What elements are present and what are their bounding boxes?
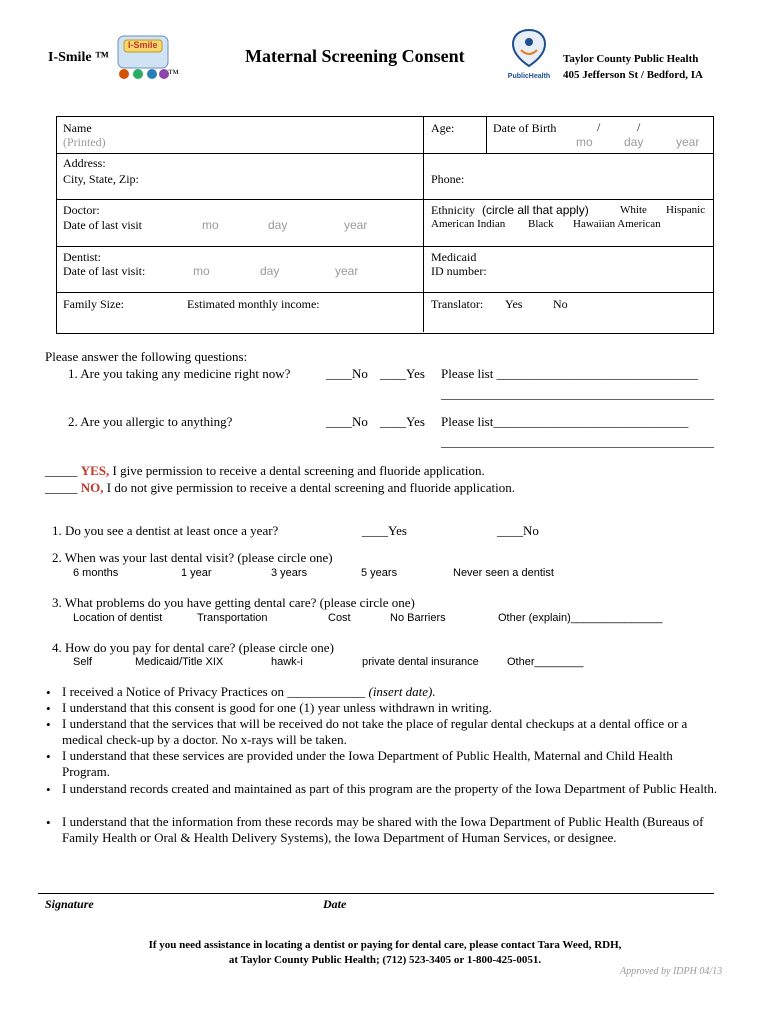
dob-label: Date of Birth <box>493 121 557 135</box>
question-allergy: 2. Are you allergic to anything? <box>68 414 233 429</box>
dental-q1-yes[interactable]: ____Yes <box>362 523 407 538</box>
phone-label: Phone: <box>431 172 465 186</box>
dentist-last-visit-label: Date of last visit: <box>63 264 146 278</box>
dental-q2-option[interactable]: 5 years <box>361 567 398 579</box>
translator-yes[interactable]: Yes <box>505 297 523 311</box>
bullet-icon: • <box>46 815 51 830</box>
bullet-privacy-text[interactable]: I received a Notice of Privacy Practices on ____________ <box>62 684 366 699</box>
dob-year[interactable]: year <box>676 135 700 149</box>
medicine-yes[interactable]: ____Yes <box>380 366 425 381</box>
allergy-no[interactable]: ____No <box>326 414 368 429</box>
medicine-no[interactable]: ____No <box>326 366 368 381</box>
signature-label: Signature <box>45 897 94 911</box>
ethnicity-note: (circle all that apply) <box>482 203 589 217</box>
date-label: Date <box>323 897 347 911</box>
dental-q1: 1. Do you see a dentist at least once a year? <box>52 523 279 538</box>
ethnicity-white[interactable]: White <box>620 204 647 216</box>
approved-note: Approved by IDPH 04/13 <box>620 966 723 977</box>
translator-no[interactable]: No <box>553 297 568 311</box>
page-title: Maternal Screening Consent <box>245 46 465 66</box>
signature-line[interactable] <box>38 893 714 894</box>
consent-yes-blank[interactable]: _____ <box>45 463 78 478</box>
medicaid-label: Medicaid <box>431 250 477 264</box>
dental-q3-option[interactable]: No Barriers <box>390 612 446 624</box>
consent-yes-text: I give permission to receive a dental screening and fluoride application. <box>112 463 485 478</box>
consent-yes-word: YES, <box>80 463 110 478</box>
dental-q1-no[interactable]: ____No <box>497 523 539 538</box>
allergy-list[interactable]: Please list______________________________ <box>441 414 689 429</box>
ethnicity-hawaiian[interactable]: Hawaiian American <box>573 218 661 230</box>
dentist-label: Dentist: <box>63 250 101 264</box>
dental-q4-option[interactable]: hawk-i <box>271 656 303 668</box>
dental-q4-option[interactable]: Medicaid/Title XIX <box>135 656 224 668</box>
dob-mo[interactable]: mo <box>576 135 593 149</box>
bullet-services: I understand that the services that will be received do not take the place of regular dental checkups at a dental office or a medical check-up by a doctor. No x-rays will be taken. <box>62 716 688 747</box>
dental-q4: 4. How do you pay for dental care? (please circle one) <box>52 640 334 655</box>
ethnicity-label: Ethnicity <box>431 203 475 217</box>
assistance-line1: If you need assistance in locating a dentist or paying for dental care, please contact Tara Weed, RDH, <box>148 939 622 951</box>
dental-q4-option[interactable]: private dental insurance <box>362 656 479 668</box>
consent-yes-line <box>45 463 485 479</box>
logo-trademark: ™ <box>168 68 179 80</box>
ethnicity-american-indian[interactable]: American Indian <box>431 218 506 230</box>
address-field[interactable] <box>150 156 418 196</box>
consent-no-word: NO, <box>80 480 104 495</box>
bullet-icon: • <box>46 782 51 797</box>
bullet-consent-duration: I understand that this consent is good for one (1) year unless withdrawn in writing. <box>62 700 492 715</box>
bullet-icon: • <box>46 717 51 732</box>
translator-label: Translator: <box>431 297 484 311</box>
name-field[interactable] <box>150 121 418 149</box>
age-field[interactable] <box>458 121 484 149</box>
bullet-icon: • <box>46 685 51 700</box>
dentist-visit-year[interactable]: year <box>335 264 359 278</box>
dental-q3-option[interactable]: Location of dentist <box>73 612 163 624</box>
doctor-visit-day[interactable]: day <box>268 218 288 232</box>
dob-day[interactable]: day <box>624 135 644 149</box>
org-address: 405 Jefferson St / Bedford, IA <box>563 69 703 81</box>
dental-q4-option[interactable]: Other________ <box>507 656 584 668</box>
org-name: Taylor County Public Health <box>563 53 699 65</box>
bullet-icon: • <box>46 701 51 716</box>
bullet-records: I understand records created and maintained as part of this program are the property of the Iowa Department of Public Health. <box>62 781 718 796</box>
assistance-line2: at Taylor County Public Health; (712) 523-3405 or 1-800-425-0051. <box>228 954 542 966</box>
age-label: Age: <box>431 121 455 135</box>
bullet-privacy <box>62 684 722 700</box>
name-label: Name <box>63 121 92 135</box>
dental-q2-option[interactable]: 6 months <box>73 567 119 579</box>
consent-no-blank[interactable]: _____ <box>45 480 78 495</box>
dentist-visit-mo[interactable]: mo <box>193 264 210 278</box>
dental-q2-option[interactable]: 3 years <box>271 567 308 579</box>
consent-no-text: I do not give permission to receive a dental screening and fluoride application. <box>106 480 516 495</box>
phone-field[interactable] <box>476 160 710 194</box>
doctor-label: Doctor: <box>63 203 100 217</box>
dental-q2: 2. When was your last dental visit? (please circle one) <box>52 550 333 565</box>
medicaid-id-label: ID number: <box>431 264 487 278</box>
dental-q3-option[interactable]: Transportation <box>197 612 268 624</box>
consent-no-line <box>45 480 515 496</box>
questions-intro: Please answer the following questions: <box>45 349 248 364</box>
bullet-privacy-note: (insert date). <box>368 684 436 699</box>
doctor-last-visit-label: Date of last visit <box>63 218 142 232</box>
ethnicity-black[interactable]: Black <box>528 218 554 230</box>
bullet-icon: • <box>46 749 51 764</box>
printed-label: (Printed) <box>63 135 106 149</box>
dental-q2-option[interactable]: Never seen a dentist <box>453 567 554 579</box>
medicaid-id-field[interactable] <box>495 250 709 288</box>
doctor-visit-year[interactable]: year <box>344 218 368 232</box>
dental-q4-option[interactable]: Self <box>73 656 92 668</box>
allergy-list-line2[interactable]: __________________________________________ <box>441 434 714 449</box>
dob-separator: / <box>597 120 601 134</box>
doctor-visit-mo[interactable]: mo <box>202 218 219 232</box>
bullet-program: I understand that these services are provided under the Iowa Department of Public Health, Maternal and Child Health Program. <box>62 748 673 779</box>
public-health-logo: PublicHealth <box>505 28 553 82</box>
address-label: Address: <box>63 156 106 170</box>
city-label: City, State, Zip: <box>63 172 139 186</box>
dental-q3-option[interactable]: Other (explain)_______________ <box>498 612 663 624</box>
medicine-list-line2[interactable]: __________________________________________ <box>441 386 714 401</box>
ismile-logo: I-Smile <box>112 30 174 82</box>
ismile-label: I-Smile ™ <box>48 50 110 65</box>
dental-q3: 3. What problems do you have getting dental care? (please circle one) <box>52 595 415 610</box>
question-medicine: 1. Are you taking any medicine right now? <box>68 366 291 381</box>
dentist-visit-day[interactable]: day <box>260 264 280 278</box>
dental-q2-option[interactable]: 1 year <box>181 567 212 579</box>
family-size-label: Family Size: <box>63 297 124 311</box>
dob-separator: / <box>637 120 641 134</box>
ethnicity-hispanic[interactable]: Hispanic <box>666 204 706 216</box>
income-label: Estimated monthly income: <box>187 297 320 311</box>
allergy-yes[interactable]: ____Yes <box>380 414 425 429</box>
medicine-list[interactable]: Please list _______________________________ <box>441 366 699 381</box>
dental-q3-option[interactable]: Cost <box>328 612 351 624</box>
bullet-sharing: I understand that the information from these records may be shared with the Iowa Department of Public Health (Bureaus of Family Health or Oral & Health Delivery Systems), the Iowa Department of Human Services, or designee. <box>62 814 704 845</box>
